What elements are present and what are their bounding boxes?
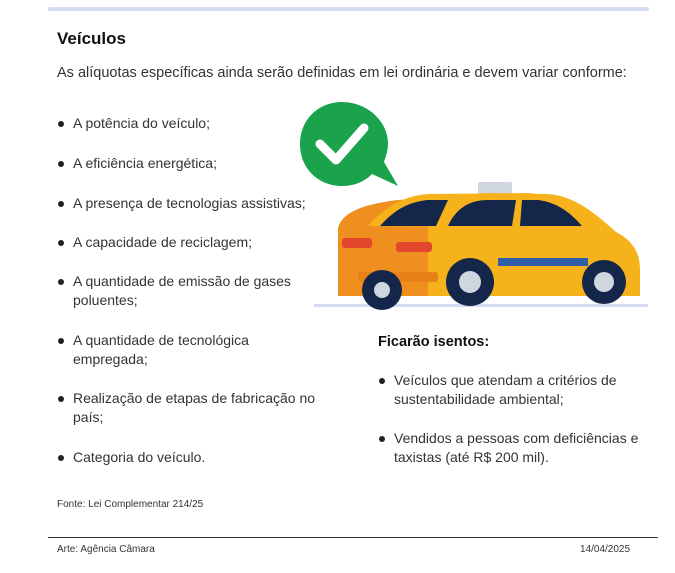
page-title: Veículos [57,29,126,48]
check-bubble-icon [300,102,398,186]
taxi-car-illustration [298,100,658,310]
date-text: 14/04/2025 [580,544,631,555]
taxi-illustration [298,100,658,315]
exempt-item: Vendidos a pessoas com deficiências e taxistas (até R$ 200 mil). [378,429,643,467]
criteria-item: A eficiência energética; [57,154,327,173]
criteria-item: Realização de etapas de fabricação no país; [57,389,327,427]
top-accent-bar [48,7,649,11]
criteria-item: A capacidade de reciclagem; [57,233,327,252]
criteria-item: A quantidade de emissão de gases poluentes; [57,272,307,310]
criteria-item: Categoria do veículo. [57,448,327,467]
criteria-item: A potência do veículo; [57,114,327,133]
credit-text: Arte: Agência Câmara [57,544,155,555]
criteria-item: A quantidade de tecnológica empregada; [57,331,287,369]
source-note: Fonte: Lei Complementar 214/25 [57,499,204,510]
intro-text: As alíquotas específicas ainda serão definidas em lei ordinária e devem variar conforme: [57,65,627,81]
criteria-item: A presença de tecnologias assistivas; [57,194,327,213]
footer-divider [48,537,658,538]
exempt-title: Ficarão isentos: [378,334,490,350]
exempt-item: Veículos que atendam a critérios de sustentabilidade ambiental; [378,371,643,409]
